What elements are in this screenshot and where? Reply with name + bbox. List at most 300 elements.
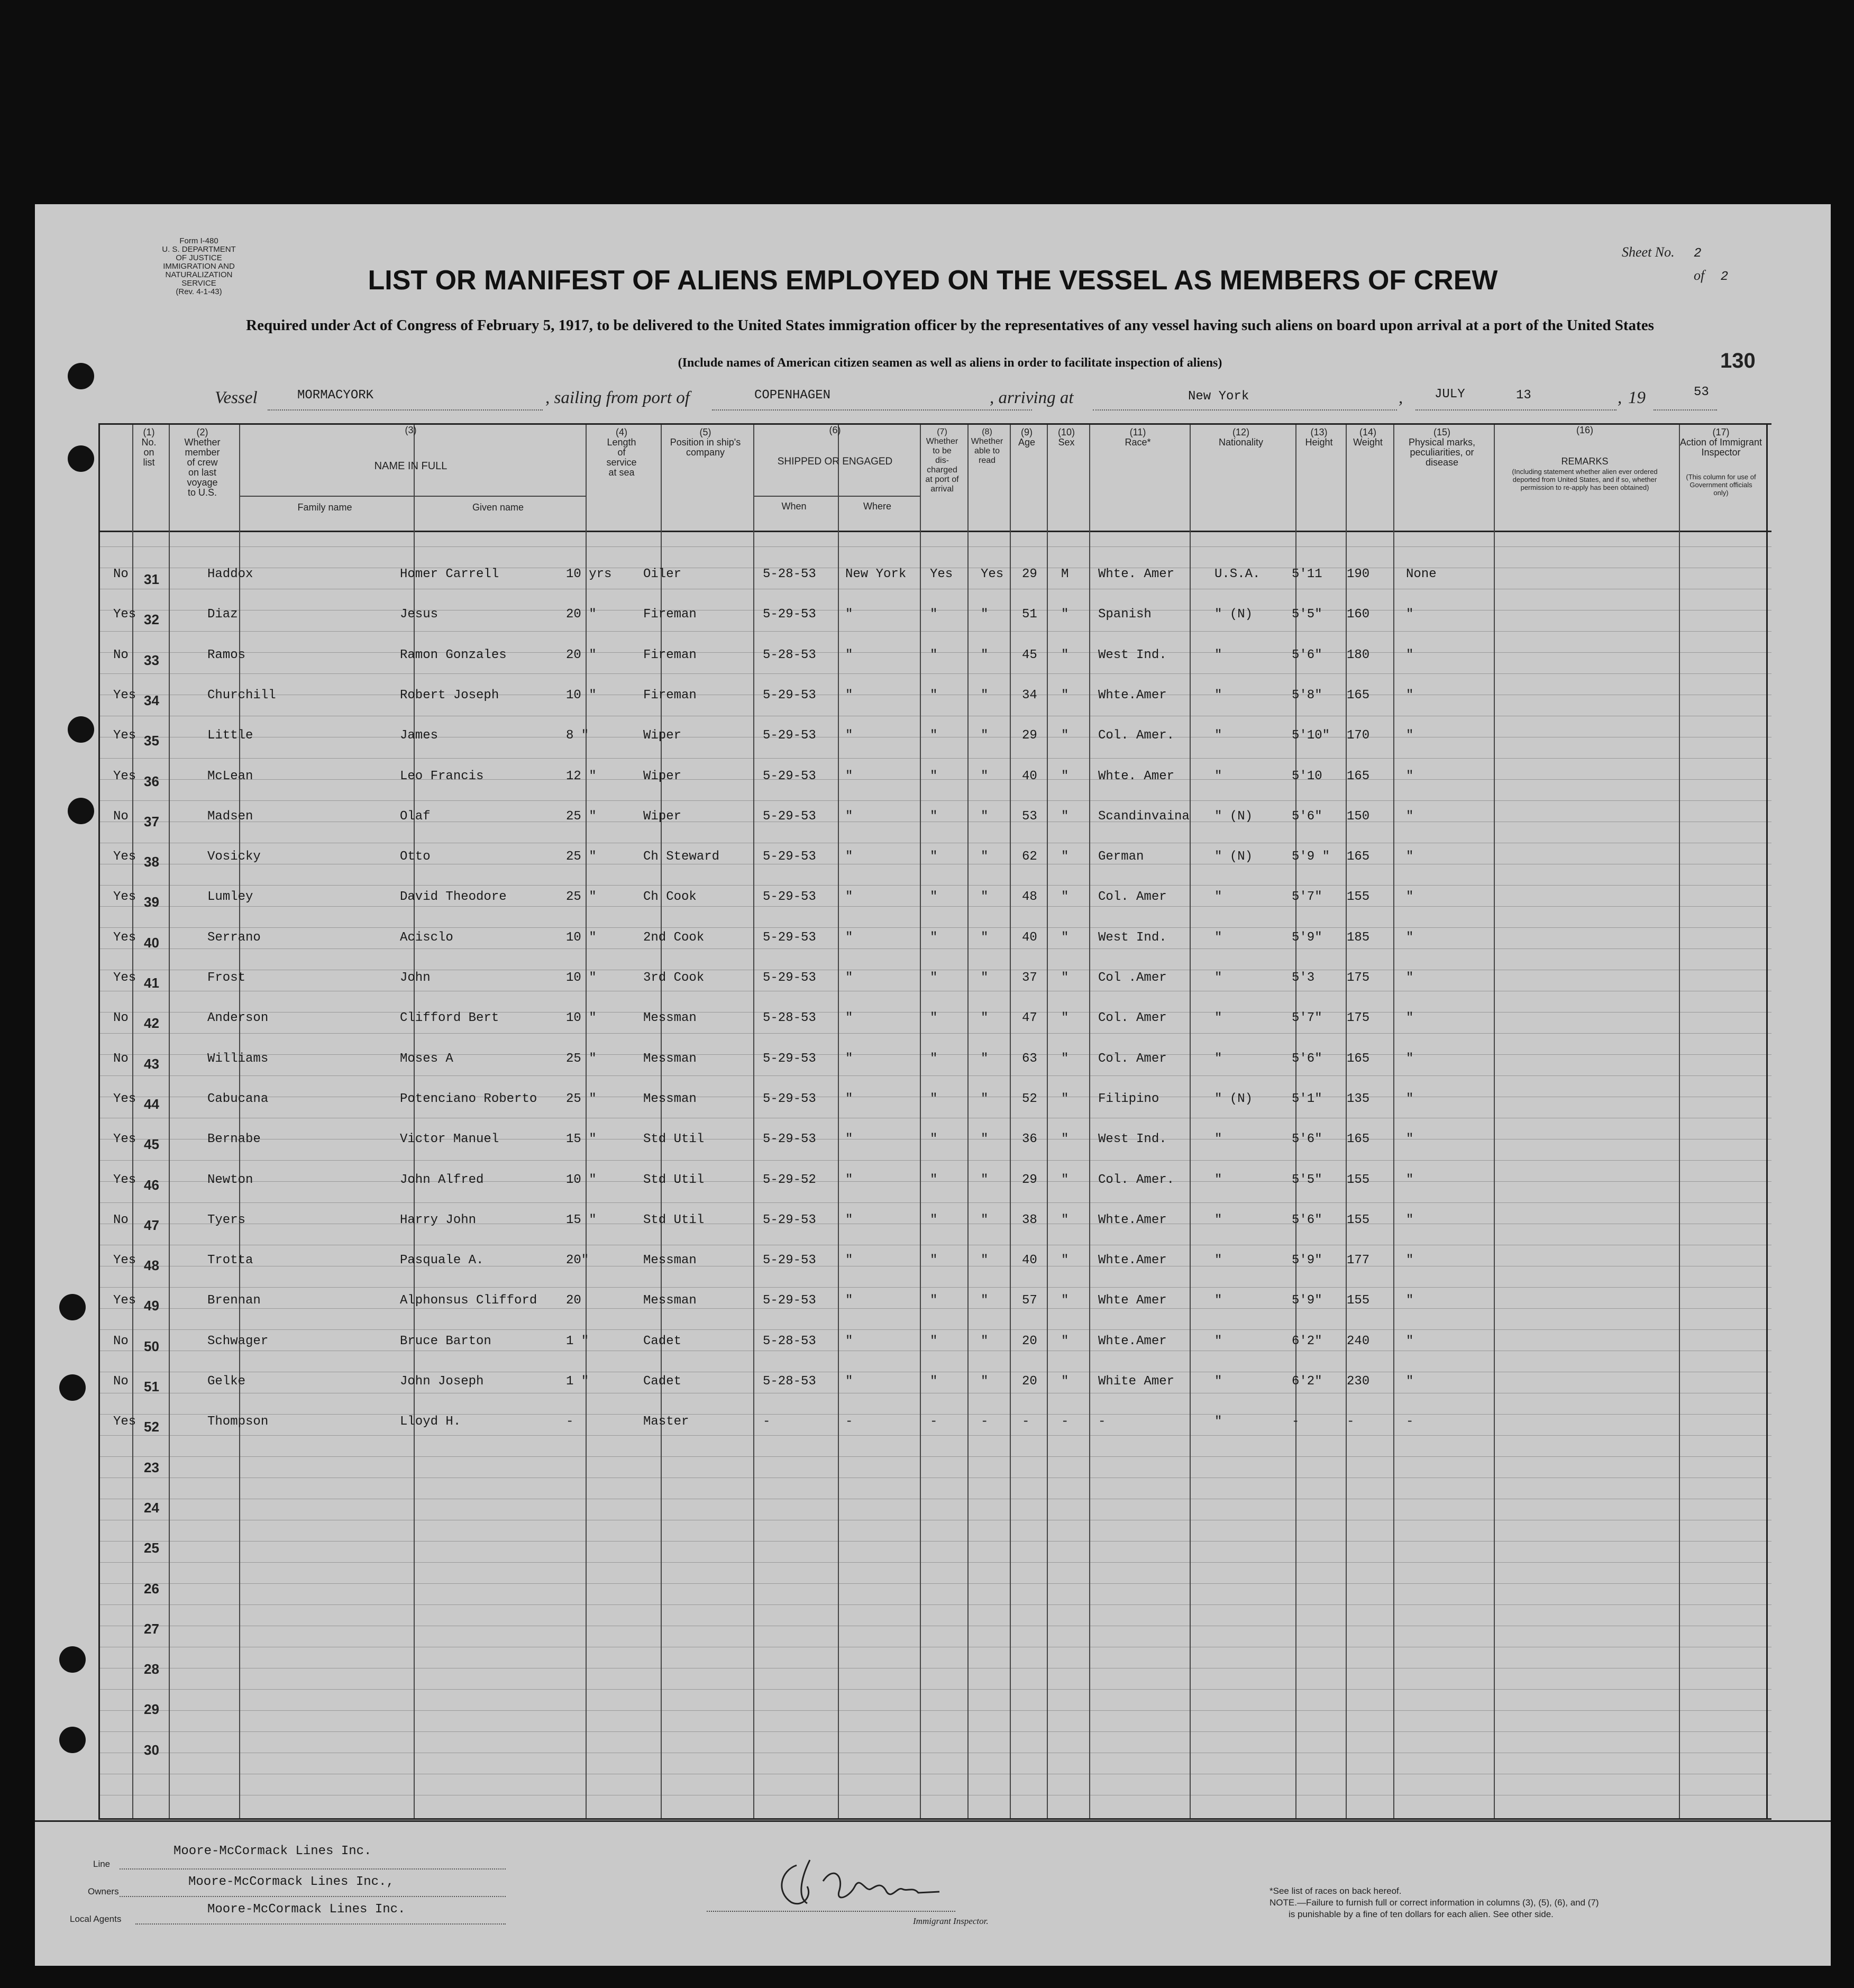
cell-nat: " [1214,648,1222,662]
cell-family: Lumley [207,890,253,904]
cell-when: 5-29-53 [763,931,816,945]
cell-where: " [845,890,853,904]
cell-marks: " [1406,971,1414,985]
department-name: U. S. DEPARTMENT OF JUSTICE [162,245,236,262]
cell-race: Scandinvaina [1098,809,1190,824]
cell-sex: " [1061,1334,1069,1348]
cell-service: 25 " [566,890,597,904]
cell-given: Jesus [400,607,439,622]
cell-sex: " [1061,769,1069,783]
punch-hole [68,363,94,389]
cell-nat: " [1214,728,1222,743]
cell-height: 5'8" [1292,688,1322,703]
cell-marks: " [1406,850,1414,864]
cell-family: Churchill [207,688,276,703]
column-header-c8: (8) Whether able to read [971,427,1003,465]
cell-read: " [981,1011,989,1025]
cell-age: - [1022,1415,1030,1429]
service-name: IMMIGRATION AND NATURALIZATION SERVICE [163,262,235,288]
cell-given: David Theodore [400,890,507,904]
cell-given: Moses A [400,1052,453,1066]
column-header-c6-title: SHIPPED OR ENGAGED [777,456,893,467]
cell-weight: 135 [1347,1092,1370,1106]
cell-given: Leo Francis [400,769,484,783]
arrival-day: 13 [1516,388,1531,403]
of-label: of [1694,268,1705,283]
cell-read: " [981,1132,989,1146]
cell-service: 1 " [566,1374,589,1389]
cell-given: Ramon Gonzales [400,648,507,662]
cell-family: Cabucana [207,1092,269,1106]
cell-disch: Yes [930,567,953,581]
cell-height: 5'9 " [1292,850,1330,864]
cell-when: 5-28-53 [763,1334,816,1348]
cell-disch: " [930,728,938,743]
cell-position: Oiler [643,567,682,581]
cell-weight: 230 [1347,1374,1370,1389]
column-header-c12: (12) Nationality [1218,427,1264,448]
cell-position: Std Util [643,1213,705,1227]
page-title: LIST OR MANIFEST OF ALIENS EMPLOYED ON THE VESSEL AS MEMBERS OF CREW [368,265,1498,296]
row-number: 36 [144,773,159,789]
cell-when: 5-29-53 [763,971,816,985]
cell-when: 5-29-53 [763,769,816,783]
cell-sex: M [1061,567,1069,581]
cell-weight: 165 [1347,769,1370,783]
cell-where: " [845,1132,853,1146]
cell-member: Yes [113,1415,136,1429]
cell-race: Col. Amer. [1098,1173,1175,1187]
cell-member: No [113,1334,129,1348]
races-note: *See list of races on back hereof. [1270,1886,1402,1896]
cell-age: 38 [1022,1213,1037,1227]
blank-row-number: 23 [144,1460,159,1475]
cell-read: " [981,809,989,824]
cell-read: " [981,1374,989,1389]
cell-read: " [981,688,989,703]
cell-position: Master [643,1415,689,1429]
cell-age: 62 [1022,850,1037,864]
cell-member: No [113,1213,129,1227]
cell-height: 5'6" [1292,809,1322,824]
cell-race: - [1098,1415,1106,1429]
row-number: 43 [144,1056,159,1072]
column-header-c15: (15) Physical marks, peculiarities, or disease [1408,427,1476,468]
cell-disch: " [930,1334,938,1348]
row-number: 33 [144,652,159,668]
cell-race: Col. Amer. [1098,728,1175,743]
cell-height: - [1292,1415,1300,1429]
cell-age: 57 [1022,1293,1037,1308]
cell-sex: " [1061,1213,1069,1227]
cell-age: 29 [1022,567,1037,581]
column-header-c6b: Where [863,501,891,512]
cell-marks: " [1406,1173,1414,1187]
column-header-c5: (5) Position in ship's company [670,427,741,458]
cell-nat: U.S.A. [1214,567,1261,581]
cell-weight: 177 [1347,1253,1370,1267]
cell-disch: " [930,1213,938,1227]
cell-family: Madsen [207,809,253,824]
cell-when: 5-29-53 [763,850,816,864]
cell-service: 15 " [566,1213,597,1227]
cell-age: 63 [1022,1052,1037,1066]
cell-weight: 190 [1347,567,1370,581]
cell-when: 5-28-53 [763,567,816,581]
cell-race: West Ind. [1098,931,1167,945]
cell-disch: " [930,890,938,904]
blank-row-number: 25 [144,1540,159,1556]
cell-read: " [981,728,989,743]
cell-member: No [113,809,129,824]
cell-marks: " [1406,1213,1414,1227]
column-header-c11: (11) Race* [1125,427,1151,448]
cell-race: Whte. Amer [1098,567,1175,581]
cell-where: " [845,850,853,864]
cell-when: 5-28-53 [763,648,816,662]
cell-read: " [981,607,989,622]
blank-row-number: 28 [144,1661,159,1677]
cell-age: 52 [1022,1092,1037,1106]
cell-where: " [845,1052,853,1066]
cell-position: Wiper [643,809,682,824]
cell-given: Alphonsus Clifford [400,1293,537,1308]
column-header-c4: (4) Length of service at sea [606,427,637,478]
cell-disch: " [930,1173,938,1187]
cell-nat: " [1214,1334,1222,1348]
cell-read: - [981,1415,989,1429]
cell-weight: 160 [1347,607,1370,622]
cell-marks: " [1406,1092,1414,1106]
cell-height: 6'2" [1292,1334,1322,1348]
cell-weight: 165 [1347,1132,1370,1146]
stamp-number: 130 [1720,349,1756,372]
cell-nat: " [1214,971,1222,985]
cell-family: McLean [207,769,253,783]
cell-position: Fireman [643,648,697,662]
cell-age: 20 [1022,1374,1037,1389]
punch-hole [68,798,94,824]
cell-service: 8 " [566,728,589,743]
cell-where: " [845,1092,853,1106]
cell-read: " [981,1173,989,1187]
column-header-c10: (10) Sex [1057,427,1075,448]
cell-family: Serrano [207,931,261,945]
column-header-c14: (14) Weight [1353,427,1383,448]
column-header-c16-title: REMARKS [1561,456,1609,467]
cell-nat: " [1214,931,1222,945]
cell-given: James [400,728,439,743]
blank-row-number: 24 [144,1500,159,1516]
cell-family: Trotta [207,1253,253,1267]
cell-where: " [845,1293,853,1308]
cell-nat: " [1214,1052,1222,1066]
cell-member: Yes [113,850,136,864]
cell-family: Gelke [207,1374,246,1389]
column-header-c6: (6) [829,425,841,435]
cell-marks: " [1406,769,1414,783]
cell-nat: " [1214,1374,1222,1389]
cell-member: Yes [113,1253,136,1267]
cell-nat: " [1214,1415,1222,1429]
cell-read: " [981,1334,989,1348]
cell-position: Fireman [643,688,697,703]
punch-hole [68,716,94,743]
cell-marks: " [1406,1374,1414,1389]
cell-height: 5'6" [1292,1132,1322,1146]
cell-service: 25 " [566,1052,597,1066]
cell-weight: 180 [1347,648,1370,662]
cell-height: 5'9" [1292,931,1322,945]
cell-nat: " [1214,688,1222,703]
cell-given: Otto [400,850,431,864]
cell-service: 20 [566,1293,581,1308]
cell-disch: " [930,648,938,662]
cell-disch: " [930,850,938,864]
cell-position: Messman [643,1293,697,1308]
cell-service: - [566,1415,574,1429]
cell-weight: 155 [1347,1213,1370,1227]
cell-given: Potenciano Roberto [400,1092,537,1106]
cell-height: 5'10" [1292,728,1330,743]
agents-label: Local Agents [70,1914,122,1924]
cell-when: 5-29-53 [763,1213,816,1227]
column-header-c17: (17) Action of Immigrant Inspector [1679,427,1762,458]
cell-member: No [113,1011,129,1025]
column-header-c13: (13) Height [1305,427,1333,448]
cell-given: Homer Carrell [400,567,499,581]
cell-member: Yes [113,1293,136,1308]
arrival-port: New York [1188,389,1249,404]
cell-nat: " [1214,1253,1222,1267]
cell-family: Vosicky [207,850,261,864]
row-number: 41 [144,975,159,991]
cell-marks: " [1406,1011,1414,1025]
cell-when: 5-29-53 [763,607,816,622]
cell-family: Tyers [207,1213,246,1227]
cell-nat: " [1214,1213,1222,1227]
column-header-c16: (16) [1576,425,1593,435]
cell-weight: 155 [1347,1173,1370,1187]
cell-where: " [845,1374,853,1389]
cell-sex: " [1061,1293,1069,1308]
cell-when: - [763,1415,771,1429]
cell-member: No [113,1374,129,1389]
row-number: 38 [144,854,159,870]
cell-weight: 240 [1347,1334,1370,1348]
sailing-port: COPENHAGEN [754,388,831,403]
arrival-month: JULY [1435,387,1465,402]
column-header-c1: (1) No. on list [141,427,157,468]
column-header-c6a: When [781,501,807,512]
cell-weight: 150 [1347,809,1370,824]
cell-member: Yes [113,971,136,985]
cell-disch: " [930,688,938,703]
cell-family: Frost [207,971,246,985]
row-number: 47 [144,1217,159,1233]
cell-position: Wiper [643,769,682,783]
cell-member: Yes [113,688,136,703]
cell-given: Pasquale A. [400,1253,484,1267]
blank-row-number: 30 [144,1742,159,1758]
cell-position: Messman [643,1052,697,1066]
cell-where: New York [845,567,907,581]
cell-race: Col .Amer [1098,971,1167,985]
cell-member: Yes [113,728,136,743]
cell-height: 5'6" [1292,648,1322,662]
cell-race: Whte.Amer [1098,1213,1167,1227]
cell-age: 29 [1022,1173,1037,1187]
column-header-c3b: Given name [472,502,524,513]
cell-position: Messman [643,1253,697,1267]
cell-disch: " [930,1293,938,1308]
cell-service: 25 " [566,1092,597,1106]
cell-disch: " [930,1132,938,1146]
cell-service: 25 " [566,809,597,824]
cell-given: Clifford Bert [400,1011,499,1025]
cell-sex: " [1061,1052,1069,1066]
cell-disch: - [930,1415,938,1429]
cell-given: Robert Joseph [400,688,499,703]
cell-race: Spanish [1098,607,1152,622]
cell-read: " [981,648,989,662]
cell-family: Little [207,728,253,743]
cell-sex: " [1061,1132,1069,1146]
cell-sex: " [1061,1011,1069,1025]
cell-service: 20 " [566,607,597,622]
cell-race: West Ind. [1098,648,1167,662]
cell-marks: " [1406,607,1414,622]
cell-when: 5-29-53 [763,809,816,824]
cell-where: " [845,1173,853,1187]
cell-marks: " [1406,1132,1414,1146]
cell-position: Cadet [643,1374,682,1389]
cell-marks: - [1406,1415,1414,1429]
cell-where: " [845,1213,853,1227]
cell-when: 5-28-53 [763,1011,816,1025]
sheet-total: 2 [1720,270,1729,284]
cell-nat: " [1214,1293,1222,1308]
cell-given: Olaf [400,809,431,824]
punch-hole [59,1646,86,1673]
cell-when: 5-29-53 [763,1293,816,1308]
cell-given: John Joseph [400,1374,484,1389]
cell-sex: " [1061,688,1069,703]
punch-hole [59,1727,86,1753]
cell-height: 5'9" [1292,1253,1322,1267]
cell-given: Bruce Barton [400,1334,491,1348]
blank-row-number: 27 [144,1621,159,1637]
cell-sex: " [1061,971,1069,985]
cell-weight: 170 [1347,728,1370,743]
cell-age: 40 [1022,769,1037,783]
cell-member: Yes [113,1092,136,1106]
cell-age: 36 [1022,1132,1037,1146]
cell-position: Messman [643,1011,697,1025]
cell-nat: " (N) [1214,1092,1253,1106]
form-number: Form I-480 [179,236,218,245]
cell-when: 5-29-53 [763,688,816,703]
year-prefix: 19 [1628,388,1646,407]
cell-age: 47 [1022,1011,1037,1025]
cell-sex: " [1061,809,1069,824]
cell-service: 12 " [566,769,597,783]
cell-service: 25 " [566,850,597,864]
cell-read: " [981,1213,989,1227]
cell-race: Whte Amer [1098,1293,1167,1308]
row-number: 48 [144,1257,159,1273]
cell-when: 5-29-53 [763,1253,816,1267]
cell-height: 5'3 [1292,971,1315,985]
comma: , [1399,388,1403,407]
cell-position: Fireman [643,607,697,622]
cell-nat: " (N) [1214,809,1253,824]
cell-where: - [845,1415,853,1429]
sheet-number-block [1622,244,1702,261]
cell-height: 6'2" [1292,1374,1322,1389]
punch-hole [68,445,94,472]
column-header-c7: (7) Whether to be dis- charged at port of arrival [925,427,959,494]
cell-service: 10 yrs [566,567,612,581]
cell-disch: " [930,1052,938,1066]
cell-where: " [845,607,853,622]
cell-read: " [981,890,989,904]
cell-weight: 175 [1347,1011,1370,1025]
cell-nat: " [1214,1173,1222,1187]
cell-where: " [845,688,853,703]
column-header-c16-note: (Including statement whether alien ever ordered deported from United States, and if so, whether permission to re-apply has been obtained) [1512,468,1658,491]
arrival-year: 53 [1694,385,1709,399]
column-header-c3a: Family name [297,502,352,513]
cell-position: Messman [643,1092,697,1106]
cell-member: Yes [113,769,136,783]
cell-when: 5-29-53 [763,890,816,904]
cell-race: Whte.Amer [1098,1253,1167,1267]
cell-race: Whte.Amer [1098,688,1167,703]
vessel-name: MORMACYORK [297,388,374,403]
cell-service: 10 " [566,1011,597,1025]
cell-position: Std Util [643,1173,705,1187]
cell-service: 10 " [566,931,597,945]
penalty-note: NOTE.—Failure to furnish full or correct information in columns (3), (5), (6), and (7) [1270,1898,1599,1908]
blank-row-number: 29 [144,1701,159,1717]
row-number: 40 [144,935,159,951]
cell-position: Ch Steward [643,850,720,864]
cell-age: 48 [1022,890,1037,904]
cell-sex: " [1061,931,1069,945]
cell-sex: " [1061,1253,1069,1267]
cell-marks: " [1406,1253,1414,1267]
cell-age: 45 [1022,648,1037,662]
owners-label: Owners [88,1886,119,1896]
cell-marks: " [1406,1334,1414,1348]
row-number: 34 [144,692,159,708]
cell-where: " [845,971,853,985]
cell-member: Yes [113,607,136,622]
cell-disch: " [930,1011,938,1025]
column-header-c2: (2) Whether member of crew on last voyage to U.S. [184,427,221,498]
cell-family: Brennan [207,1293,261,1308]
cell-where: " [845,769,853,783]
cell-family: Anderson [207,1011,269,1025]
cell-where: " [845,809,853,824]
cell-weight: 155 [1347,890,1370,904]
row-number: 37 [144,814,159,829]
cell-disch: " [930,809,938,824]
cell-marks: " [1406,1293,1414,1308]
cell-height: 5'7" [1292,890,1322,904]
cell-sex: " [1061,890,1069,904]
